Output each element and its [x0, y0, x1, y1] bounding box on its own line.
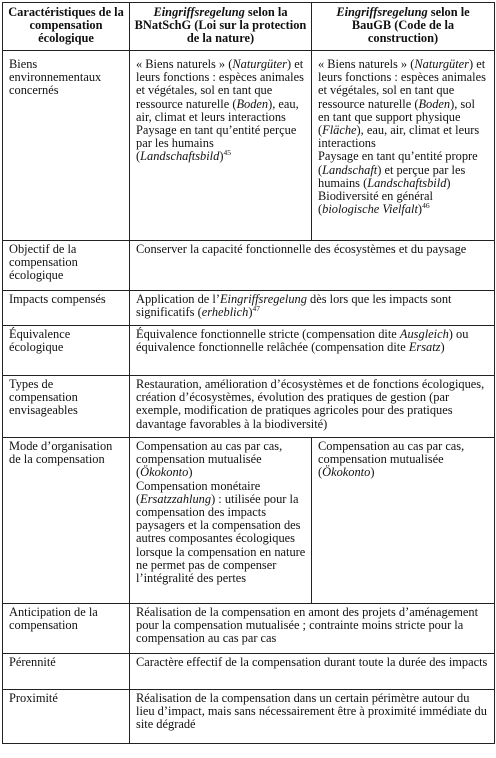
biens-bnatschg-paragraph-2: Paysage en tant qu’entité perçue par les humains (Landschaftsbild)$^{45}$	[136, 123, 297, 164]
biens-baugb-paragraph-1: « Biens naturels » (Naturgüter) et leurs fonctions : espèces animales et végétales, sol en tant que ressource naturelle (Boden), sol en tant que support physique (Fläche), eau, air, climat et leurs interactions	[318, 57, 486, 151]
footnote-ref-45: 45	[223, 148, 231, 158]
table-header-row	[3, 3, 495, 51]
compensation-comparison-table	[2, 2, 495, 744]
row-label-objectif: Objectif de la compensation écologique	[3, 241, 130, 291]
mode-bnatschg-paragraph-1: Compensation au cas par cas, compensation mutualisée (Ökokonto)	[136, 439, 283, 480]
table-row-anticipation	[3, 604, 495, 654]
table-row-impacts	[3, 291, 495, 326]
cell-biens-bnatschg	[130, 51, 312, 241]
table-row-proximite	[3, 690, 495, 744]
footnote-ref-46: 46	[422, 201, 430, 211]
row-label-types: Types de compensation envisageables	[3, 376, 130, 438]
row-label-anticipation: Anticipation de la compensation	[3, 604, 130, 654]
cell-impacts: Application de l’Eingriffsregelung dès lors que les impacts sont significatifs (erheblich)$^{47}$	[130, 291, 495, 326]
table-row-equivalence	[3, 326, 495, 376]
footnote-ref-47: 47	[252, 304, 260, 314]
row-label-equivalence: Équivalence écologique	[3, 326, 130, 376]
biens-bnatschg-paragraph-1: « Biens naturels » (Naturgüter) et leurs fonctions : espèces animales et végétales, sol en tant que ressource naturelle (Boden), eau, air, climat et leurs interactions	[136, 57, 304, 124]
row-label-perennite: Pérennité	[3, 654, 130, 690]
header-bnatschg: Eingriffsregelung selon la BNatSchG (Loi sur la protection de la nature)	[130, 3, 312, 51]
cell-proximite: Réalisation de la compensation dans un certain périmètre autour du lieu d’impact, mais sans nécessairement être à proximité immédiate du site dégradé	[130, 690, 495, 744]
biens-baugb-paragraph-3: Biodiversité en général (biologische Vielfalt)$^{46}$	[318, 189, 433, 217]
cell-perennite: Caractère effectif de la compensation durant toute la durée des impacts	[130, 654, 495, 690]
cell-objectif: Conserver la capacité fonctionnelle des écosystèmes et du paysage	[130, 241, 495, 291]
cell-anticipation: Réalisation de la compensation en amont des projets d’aménagement pour la compensation mutualisée ; contrainte moins stricte pour la compensation au cas par cas	[130, 604, 495, 654]
cell-mode-bnatschg	[130, 438, 312, 604]
cell-types: Restauration, amélioration d’écosystèmes et de fonctions écologiques, création d’écosystèmes, évolution des pratiques de gestion (par exemple, modification de pratiques agricoles pour des pratiques davantage favorables à la biodiversité)	[130, 376, 495, 438]
cell-mode-baugb: Compensation au cas par cas, compensation mutualisée (Ökokonto)	[312, 438, 495, 604]
header-characteristics: Caractéristiques de la compensation écologique	[3, 3, 130, 51]
table-row-types	[3, 376, 495, 438]
table-row-mode	[3, 438, 495, 604]
row-label-biens: Biens environnementaux concernés	[3, 51, 130, 241]
table-row-perennite	[3, 654, 495, 690]
row-label-mode: Mode d’organisation de la compensation	[3, 438, 130, 604]
table-row-biens	[3, 51, 495, 241]
biens-baugb-paragraph-2: Paysage en tant qu’entité propre (Landschaft) et perçue par les humains (Landschaftsbild)	[318, 149, 478, 190]
cell-biens-baugb	[312, 51, 495, 241]
mode-bnatschg-paragraph-2: Compensation monétaire (Ersatzzahlung) : utilisée pour la compensation des impacts paysagers et la compensation des autres composantes écologiques lorsque la compensation en nature ne permet pas de compenser l’intégralité des pertes	[136, 478, 306, 586]
row-label-proximite: Proximité	[3, 690, 130, 744]
header-baugb: Eingriffsregelung selon le BauGB (Code de la construction)	[312, 3, 495, 51]
table-row-objectif	[3, 241, 495, 291]
cell-equivalence: Équivalence fonctionnelle stricte (compensation dite Ausgleich) ou équivalence fonctionnelle relâchée (compensation dite Ersatz)	[130, 326, 495, 376]
row-label-impacts: Impacts compensés	[3, 291, 130, 326]
